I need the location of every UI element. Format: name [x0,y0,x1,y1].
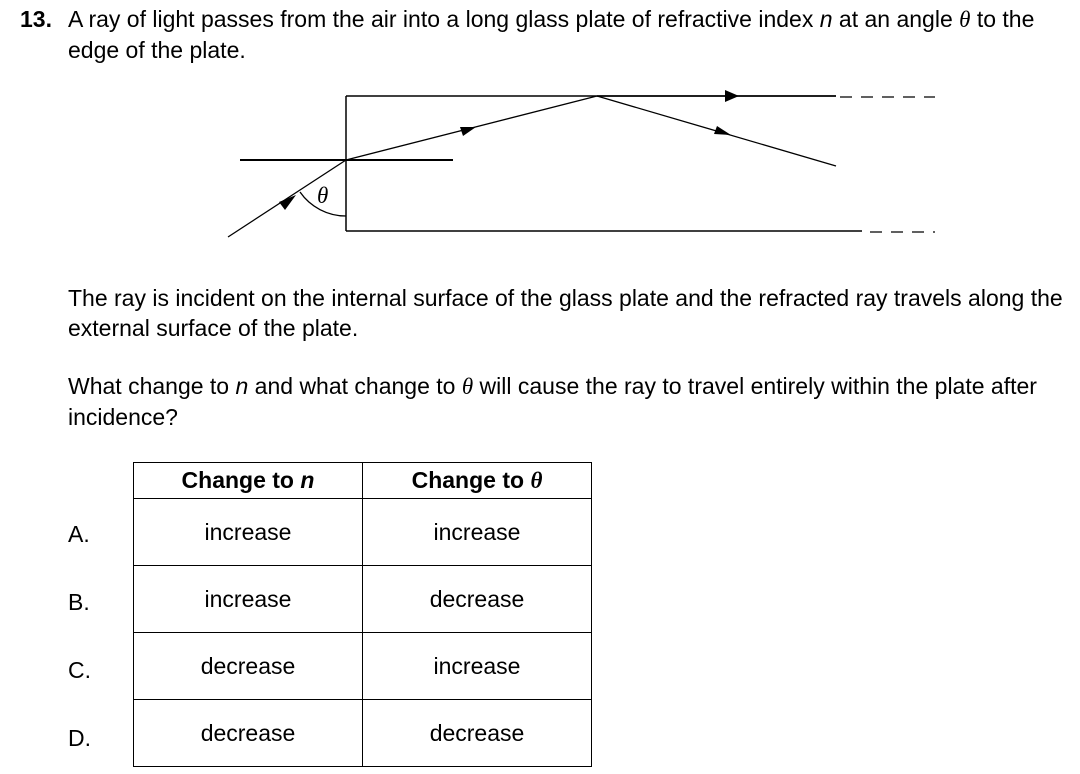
option-label-d[interactable]: D. [68,725,91,751]
refracted-ray-arrow [460,127,476,136]
header-change-to-n [134,463,363,499]
option-label-b[interactable]: B. [68,589,90,615]
question-number: 13. [20,6,52,32]
variable-n: n [819,6,833,32]
option-label-c[interactable]: C. [68,657,91,683]
row-a-change-n: increase [134,499,363,566]
table-row[interactable] [134,700,592,767]
question-text-part-3: to the edge of the plate. [68,6,1035,63]
prompt-part-1: What change to [68,373,236,399]
header-n-variable: n [300,467,315,493]
reflected-ray-arrow [714,126,731,135]
header-theta-variable: θ [530,468,543,493]
header-change-to-theta [363,463,592,499]
prompt-part-2: and what change to [248,373,462,399]
row-a-change-theta: increase [363,499,592,566]
incident-ray-arrow [279,195,296,210]
row-b-change-theta: decrease [363,566,592,633]
row-c-change-n: decrease [134,633,363,700]
answer-table [133,462,592,767]
header-n-text: Change to [181,467,301,493]
prompt-variable-n: n [235,373,249,399]
question-text-part-1: A ray of light passes from the air into a long glass plate of refractive index [68,6,820,32]
header-theta-text: Change to [411,467,531,493]
table-row[interactable] [134,633,592,700]
option-label-a[interactable]: A. [68,521,90,547]
table-header-row [134,463,592,499]
prompt-part-3: will cause the ray to travel entirely within the plate after incidence? [68,373,1037,430]
table-row[interactable] [134,499,592,566]
table-row[interactable] [134,566,592,633]
question-prompt [68,371,1073,432]
row-d-change-n: decrease [134,700,363,767]
angle-theta-label: θ [317,183,329,208]
question-text-part-2: at an angle [832,6,960,32]
row-d-change-theta: decrease [363,700,592,767]
description-paragraph: The ray is incident on the internal surface of the glass plate and the refracted ray travels along the external surface of the plate. [68,285,1063,341]
prompt-variable-theta: θ [461,374,474,399]
surface-ray-arrow [725,90,739,102]
variable-theta: θ [959,7,971,32]
row-b-change-n: increase [134,566,363,633]
row-c-change-theta: increase [363,633,592,700]
glass-plate-diagram [0,0,1080,260]
